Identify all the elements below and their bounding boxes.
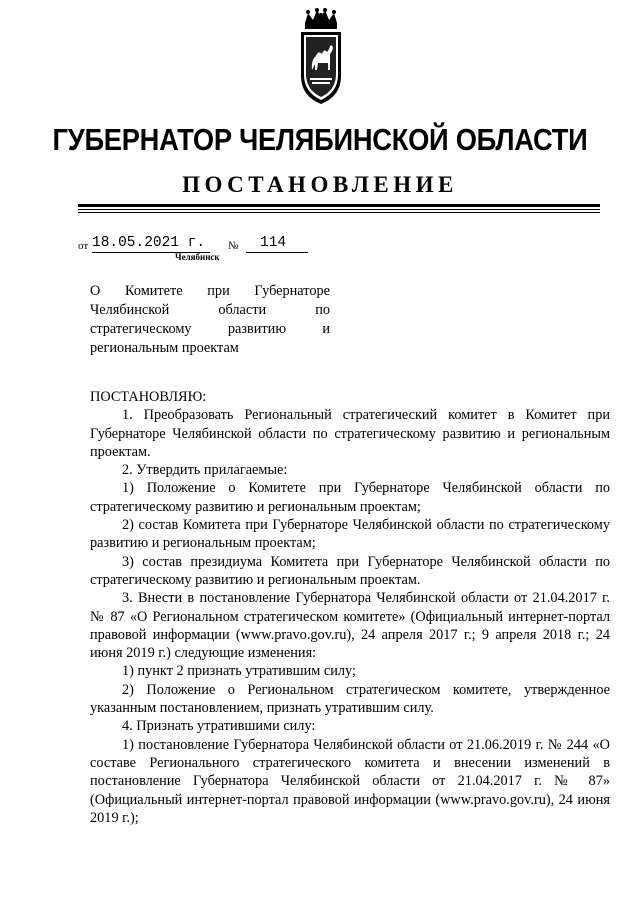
clause-3-item-1: 1) пункт 2 признать утратившим силу; — [122, 663, 356, 680]
clause-4-item-1: 1) постановление Губернатора Челябинской области от 21.06.2019 г. № 244 «О составе Регионального стратегического комитета и внесении изменений в постановление Губернатора Челябинской области от 21.04.2017 г. № 87» (Официальный интернет-портал правовой информации (www.pravo.gov.ru), 24 июня 2019 г.); — [90, 736, 610, 826]
document-type: ПОСТАНОВЛЕНИЕ — [182, 172, 458, 197]
clause-2-item-2: 2) состав Комитета при Губернаторе Челябинской области по стратегическому развитию и региональным проектам; — [90, 517, 610, 552]
place-label: Челябинск — [175, 252, 220, 262]
header-rule — [78, 204, 600, 207]
clause-2-item-3: 3) состав президиума Комитета при Губернаторе Челябинской области по стратегическому развитию и региональным проектам. — [90, 553, 610, 588]
subject-line: Челябинской области по — [90, 302, 330, 318]
number-value: 114 — [246, 234, 308, 253]
date-value: 18.05.2021 г. — [92, 234, 210, 253]
subject-line: региональным проектам — [90, 340, 239, 356]
subject-line: стратегическому развитию и — [90, 321, 330, 337]
clause-2: 2. Утвердить прилагаемые: — [122, 462, 288, 479]
document-body — [90, 388, 610, 827]
header-rule — [78, 212, 600, 213]
clause-3: 3. Внести в постановление Губернатора Челябинской области от 21.04.2017 г. № 87 «О Региональном стратегическом комитете» (Официальный интернет-портал правовой информации (www.pravo.gov.ru), 24 апреля 2017 г.; 9 апреля 2018 г.; 24 июня 2019 г.) следующие изменения: — [90, 590, 610, 662]
number-label: № — [228, 240, 239, 252]
document-subject — [90, 282, 330, 358]
decree-heading: ПОСТАНОВЛЯЮ: — [90, 389, 207, 405]
clause-3-item-2: 2) Положение о Региональном стратегическом комитете, утвержденное указанным постановлением, признать утратившим силу. — [90, 681, 610, 717]
clause-2-item-1: 1) Положение о Комитете при Губернаторе Челябинской области по стратегическому развитию и региональным проектам; — [90, 480, 610, 515]
header-rule — [78, 209, 600, 210]
clause-1: 1. Преобразовать Региональный стратегический комитет в Комитет при Губернаторе Челябинской области по стратегическому развитию и региональным проектам. — [90, 407, 610, 460]
issuer-title: ГУБЕРНАТОР ЧЕЛЯБИНСКОЙ ОБЛАСТИ — [52, 122, 588, 157]
date-label: от — [78, 240, 89, 252]
date-number-line — [78, 234, 338, 254]
subject-line: О Комитете при Губернаторе — [90, 283, 330, 299]
clause-4: 4. Признать утратившими силу: — [122, 718, 316, 735]
chelyabinsk-coat-of-arms-icon — [296, 8, 346, 108]
